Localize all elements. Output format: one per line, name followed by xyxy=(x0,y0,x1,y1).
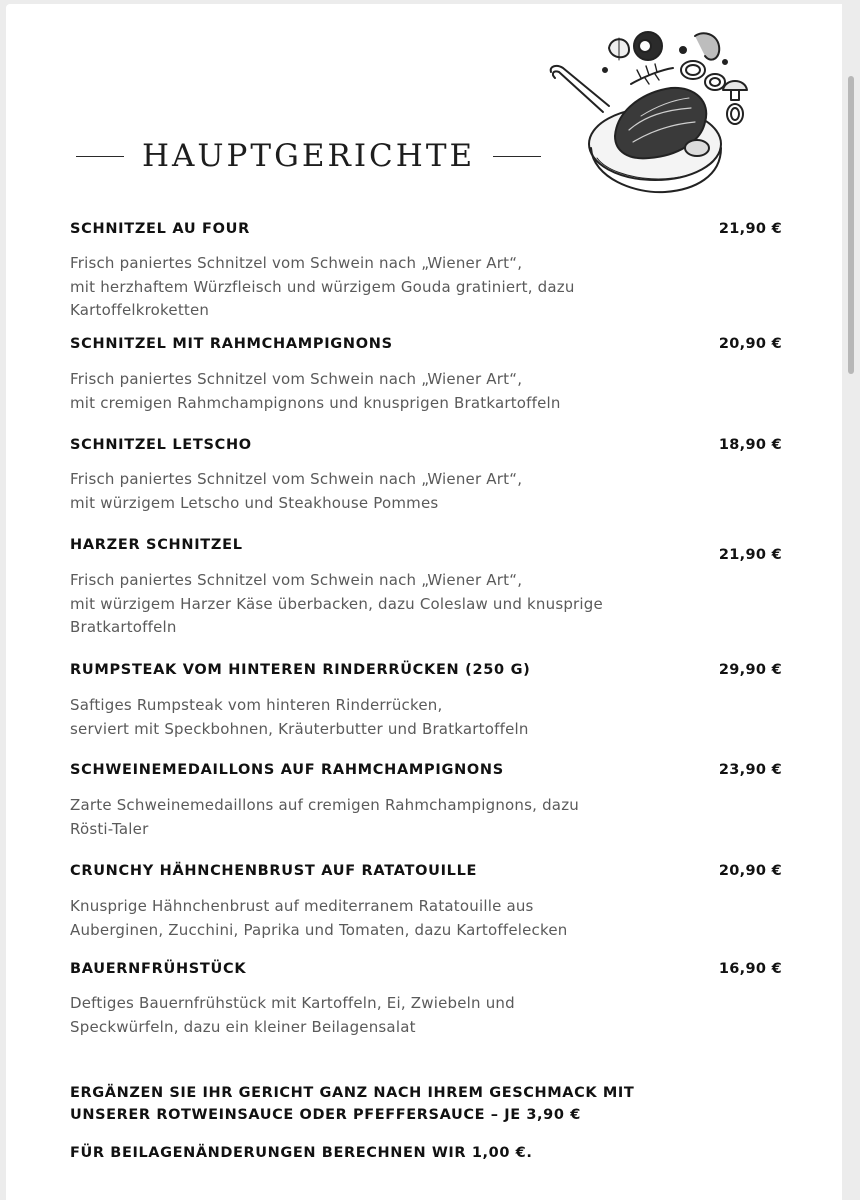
description-line: Deftiges Bauernfrühstück mit Kartoffeln, Ei, Zwiebeln und xyxy=(70,994,515,1012)
menu-item-name: CRUNCHY HÄHNCHENBRUST AUF RATATOUILLE xyxy=(70,863,478,879)
description-line: mit cremigen Rahmchampignons und knusprigen Bratkartoffeln xyxy=(70,393,561,412)
description-line: Knusprige Hähnchenbrust auf mediterranem Ratatouille aus xyxy=(70,897,534,915)
menu-item-name: SCHNITZEL LETSCHO xyxy=(70,437,252,453)
description-line: mit herzhaftem Würzfleisch und würzigem Gouda gratiniert, dazu xyxy=(70,277,575,296)
menu-item-price: 18,90 € xyxy=(718,437,782,453)
menu-item-description xyxy=(70,895,670,942)
menu-item-name: HARZER SCHNITZEL xyxy=(70,537,243,553)
description-line: Frisch paniertes Schnitzel vom Schwein nach „Wiener Art“, xyxy=(70,370,523,388)
description-line: Speckwürfeln, dazu ein kleiner Beilagensalat xyxy=(70,1017,416,1036)
title-rule-left xyxy=(76,156,124,157)
title-rule-right xyxy=(493,156,541,157)
menu-item-description xyxy=(70,992,670,1039)
menu-item-name: SCHNITZEL MIT RAHMCHAMPIGNONS xyxy=(70,336,393,352)
menu-item-price: 20,90 € xyxy=(718,863,782,879)
menu-item-price: 21,90 € xyxy=(718,547,782,563)
sides-note xyxy=(70,1142,770,1164)
menu-item-description xyxy=(70,468,670,515)
menu-item-price: 23,90 € xyxy=(718,762,782,778)
description-line: mit würzigem Harzer Käse überbacken, dazu Coleslaw und knusprige xyxy=(70,594,603,613)
sides-note-text: FÜR BEILAGENÄNDERUNGEN BERECHNEN WIR 1,00 €. xyxy=(70,1145,533,1161)
description-line: Kartoffelkroketten xyxy=(70,301,210,319)
steak-pan-icon xyxy=(545,26,755,204)
menu-item-description xyxy=(70,368,670,415)
menu-item-price: 21,90 € xyxy=(718,221,782,237)
description-line: Saftiges Rumpsteak vom hinteren Rinderrücken, xyxy=(70,696,443,714)
menu-item-name: SCHWEINEMEDAILLONS AUF RAHMCHAMPIGNONS xyxy=(70,762,504,778)
description-line: Zarte Schweinemedaillons auf cremigen Rahmchampignons, dazu xyxy=(70,796,579,814)
description-line: Frisch paniertes Schnitzel vom Schwein nach „Wiener Art“, xyxy=(70,571,523,589)
description-line: Frisch paniertes Schnitzel vom Schwein nach „Wiener Art“, xyxy=(70,470,523,488)
sauce-note-line: ERGÄNZEN SIE IHR GERICHT GANZ NACH IHREM GESCHMACK MIT xyxy=(70,1085,635,1101)
menu-item-name: BAUERNFRÜHSTÜCK xyxy=(70,961,247,977)
menu-item-name: SCHNITZEL AU FOUR xyxy=(70,221,251,237)
section-header xyxy=(76,132,596,180)
description-line: mit würzigem Letscho und Steakhouse Pommes xyxy=(70,493,439,512)
menu-item-description xyxy=(70,694,670,741)
menu-item-description xyxy=(70,794,670,841)
sauce-note xyxy=(70,1082,770,1126)
menu-item-price: 20,90 € xyxy=(718,336,782,352)
menu-item-price: 16,90 € xyxy=(718,961,782,977)
description-line: serviert mit Speckbohnen, Kräuterbutter und Bratkartoffeln xyxy=(70,719,529,738)
description-line: Rösti-Taler xyxy=(70,819,149,838)
menu-item-price: 29,90 € xyxy=(718,662,782,678)
section-title: HAUPTGERICHTE xyxy=(142,138,476,174)
sauce-note-line: UNSERER ROTWEINSAUCE ODER PFEFFERSAUCE – JE 3,90 € xyxy=(70,1107,581,1123)
description-line: Frisch paniertes Schnitzel vom Schwein nach „Wiener Art“, xyxy=(70,254,523,272)
description-line: Auberginen, Zucchini, Paprika und Tomaten, dazu Kartoffelecken xyxy=(70,920,568,939)
description-line: Bratkartoffeln xyxy=(70,618,177,636)
scrollbar[interactable] xyxy=(848,76,854,374)
menu-item-name: RUMPSTEAK VOM HINTEREN RINDERRÜCKEN (250 G) xyxy=(70,662,531,678)
menu-item-description xyxy=(70,252,670,323)
menu-item-description xyxy=(70,569,670,640)
